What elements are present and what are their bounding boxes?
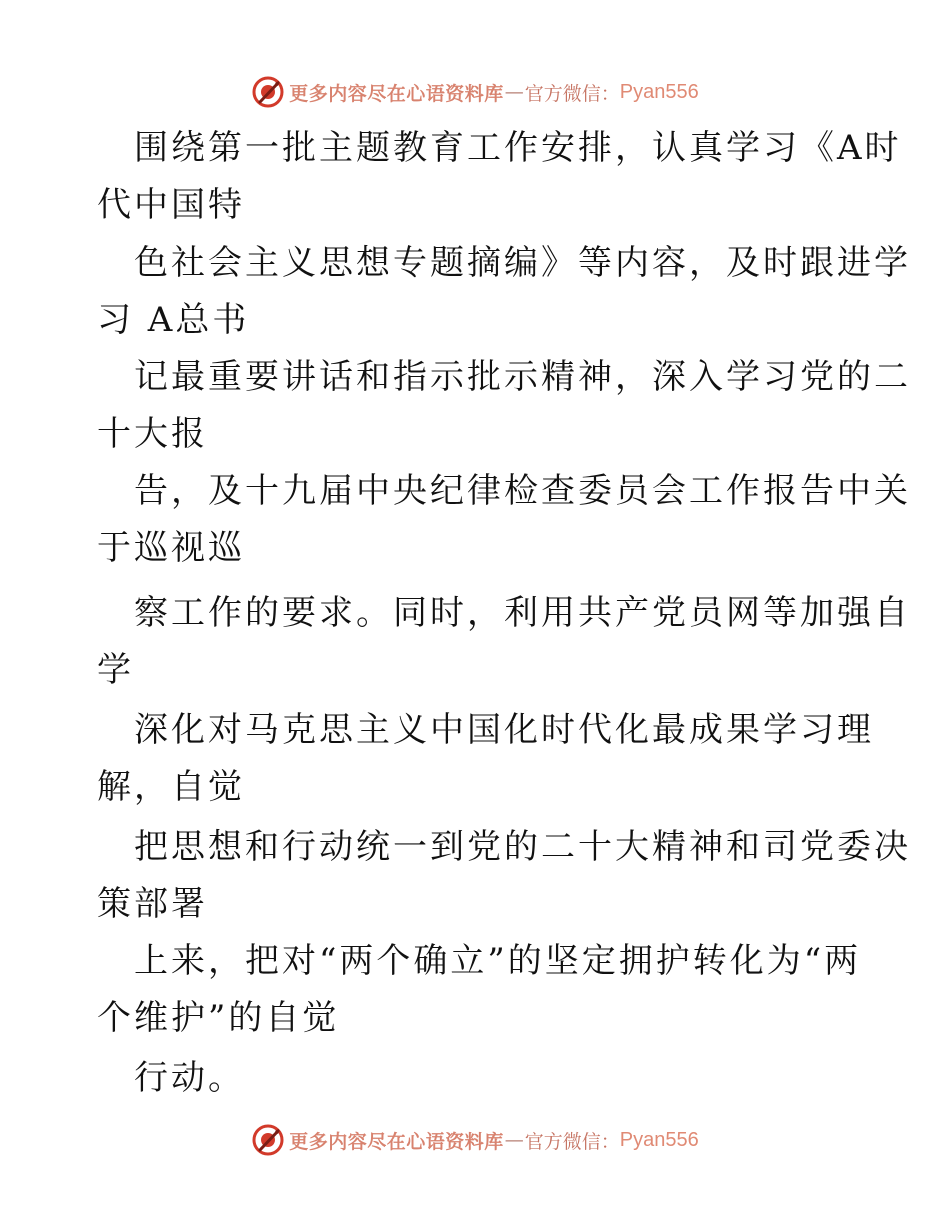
paragraph-line: 十大报	[97, 414, 208, 454]
paragraph-line: 记最重要讲话和指示批示精神，深入学习党的二	[134, 357, 911, 397]
paragraph-line: 告，及十九届中央纪律检查委员会工作报告中关	[134, 471, 911, 511]
paragraph-line: 解，自觉	[97, 767, 245, 807]
watermark-wechat-id: Pyan556	[619, 1128, 699, 1151]
paragraph-line: 深化对马克思主义中国化时代化最成果学习理	[134, 710, 874, 750]
watermark-wechat-id: Pyan556	[619, 80, 699, 103]
watermark-text: 更多内容尽在心语资料库	[289, 82, 504, 105]
paragraph-line: 上来，把对“两个确立”的坚定拥护转化为“两	[134, 941, 862, 981]
paragraph-line: 色社会主义思想专题摘编》等内容，及时跟进学	[134, 243, 911, 283]
paragraph-line: 学	[97, 650, 134, 690]
brand-logo-icon	[251, 75, 285, 109]
paragraph-line: 于巡视巡	[97, 528, 245, 568]
paragraph-line: 行动。	[134, 1058, 245, 1098]
watermark-separator: —	[504, 1129, 524, 1151]
watermark-banner-top	[0, 72, 950, 112]
brand-logo-icon	[251, 1123, 285, 1157]
watermark-text: 更多内容尽在心语资料库	[289, 1130, 504, 1153]
paragraph-line: 策部署	[97, 884, 208, 924]
watermark-wechat-label: 官方微信：	[524, 1130, 620, 1153]
watermark-separator: —	[504, 81, 524, 103]
paragraph-line: 个维护”的自觉	[97, 998, 340, 1038]
watermark-wechat-label: 官方微信：	[524, 82, 620, 105]
paragraph-line: 围绕第一批主题教育工作安排，认真学习《A时	[134, 128, 902, 168]
paragraph-line: 习 A总书	[97, 300, 250, 340]
paragraph-line: 察工作的要求。同时，利用共产党员网等加强自	[134, 593, 911, 633]
paragraph-line: 把思想和行动统一到党的二十大精神和司党委决	[134, 827, 911, 867]
watermark-banner-bottom	[0, 1120, 950, 1160]
paragraph-line: 代中国特	[97, 185, 245, 225]
